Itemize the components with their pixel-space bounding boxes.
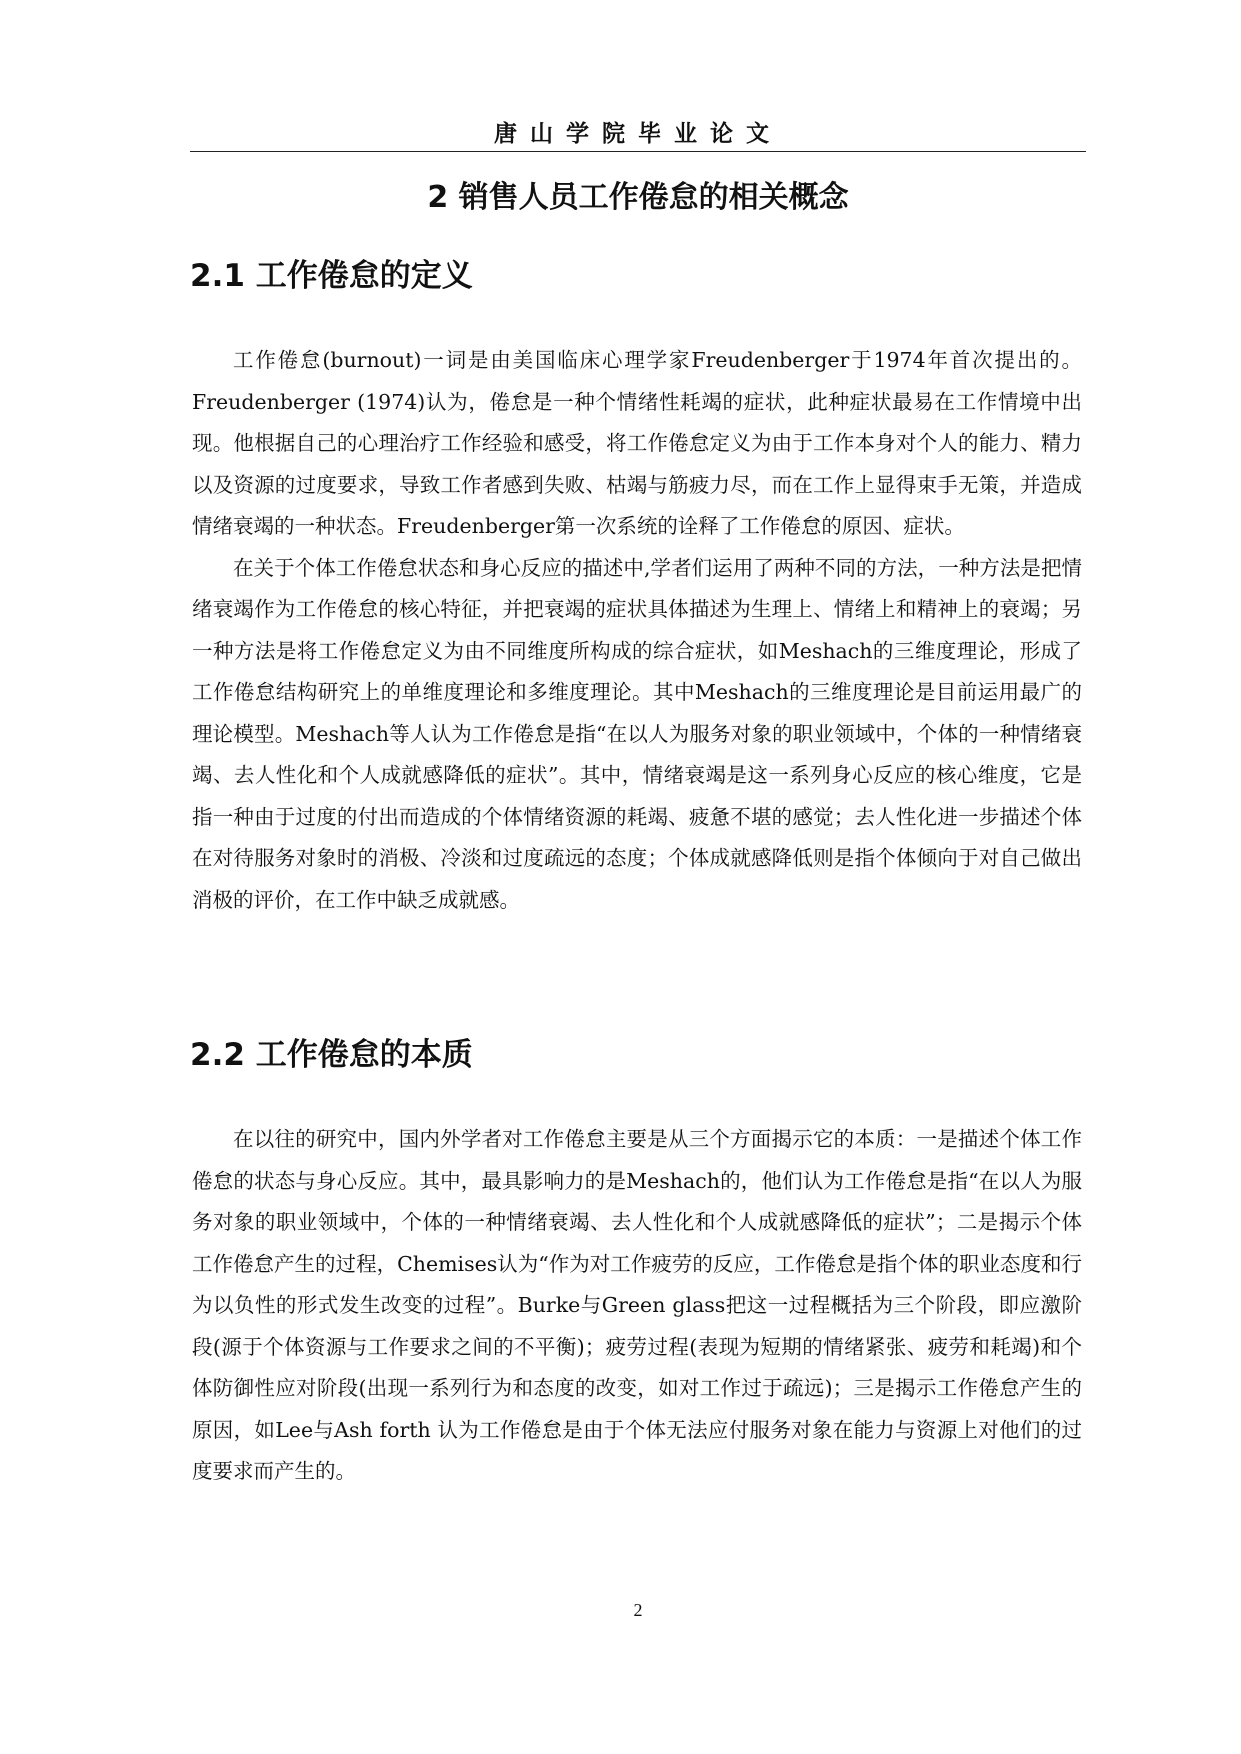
running-header: 唐山学院毕业论文 bbox=[494, 121, 782, 147]
page-number: 2 bbox=[633, 1600, 643, 1620]
section-2-2-body bbox=[192, 1119, 1082, 1493]
header-rule bbox=[190, 151, 1086, 152]
paragraph: 在关于个体工作倦怠状态和身心反应的描述中,学者们运用了两种不同的方法，一种方法是把情绪衰竭作为工作倦怠的核心特征，并把衰竭的症状具体描述为生理上、情绪上和精神上的衰竭；另一种方法是将工作倦怠定义为由不同维度所构成的综合症状，如Meshach的三维度理论，形成了工作倦怠结构研究上的单维度理论和多维度理论。其中Meshach的三维度理论是目前运用最广的理论模型。Meshach等人认为工作倦怠是指“在以人为服务对象的职业领域中，个体的一种情绪衰竭、去人性化和个人成就感降低的症状”。其中，情绪衰竭是这一系列身心反应的核心维度，它是指一种由于过度的付出而造成的个体情绪资源的耗竭、疲惫不堪的感觉；去人性化进一步描述个体在对待服务对象时的消极、冷淡和过度疏远的态度；个体成就感降低则是指个体倾向于对自己做出消极的评价，在工作中缺乏成就感。 bbox=[192, 555, 1082, 912]
section-title-2-1: 2.1 工作倦怠的定义 bbox=[190, 258, 473, 294]
paragraph: 在以往的研究中，国内外学者对工作倦怠主要是从三个方面揭示它的本质：一是描述个体工作倦怠的状态与身心反应。其中，最具影响力的是Meshach的，他们认为工作倦怠是指“在以人为服务对象的职业领域中，个体的一种情绪衰竭、去人性化和个人成就感降低的症状”；二是揭示个体工作倦怠产生的过程，Chemises认为“作为对工作疲劳的反应，工作倦怠是指个体的职业态度和行为以负性的形式发生改变的过程”。Burke与Green glass把这一过程概括为三个阶段，即应激阶段(源于个体资源与工作要求之间的不平衡)；疲劳过程(表现为短期的情绪紧张、疲劳和耗竭)和个体防御性应对阶段(出现一系列行为和态度的改变，如对工作过于疏远)；三是揭示工作倦怠产生的原因，如Lee与Ash forth 认为工作倦怠是由于个体无法应付服务对象在能力与资源上对他们的过度要求而产生的。 bbox=[192, 1127, 1082, 1483]
paragraph: 工作倦怠(burnout)一词是由美国临床心理学家Freudenberger于1974年首次提出的。Freudenberger (1974)认为，倦怠是一种个情绪性耗竭的症状，此种症状最易在工作情境中出现。他根据自己的心理治疗工作经验和感受，将工作倦怠定义为由于工作本身对个人的能力、精力以及资源的过度要求，导致工作者感到失败、枯竭与筋疲力尽，而在工作上显得束手无策，并造成情绪衰竭的一种状态。Freudenberger第一次系统的诠释了工作倦怠的原因、症状。 bbox=[192, 348, 1082, 538]
section-title-2-2: 2.2 工作倦怠的本质 bbox=[190, 1037, 473, 1073]
chapter-title: 2 销售人员工作倦怠的相关概念 bbox=[427, 180, 849, 215]
section-2-1-body bbox=[192, 340, 1082, 921]
